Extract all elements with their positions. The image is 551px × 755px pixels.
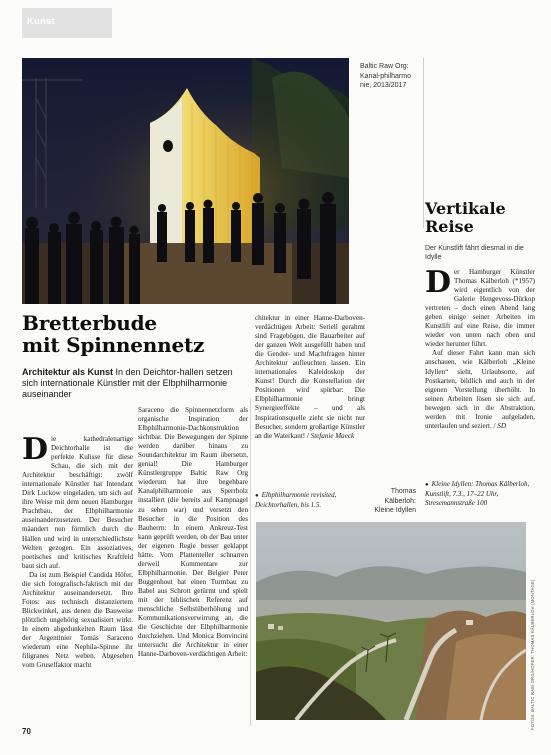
section-tab	[22, 8, 112, 38]
photo-credit: FOTOS: BALTIC RAW ORG/HOFER; THOMAS KÄLBERLOH (MONTAGE)	[530, 579, 535, 730]
right-article-subheading: Der Kunstlift fährt diesmal in die Idylle	[425, 245, 524, 261]
column-rule	[423, 58, 424, 228]
col2-text: Saraceno die Spinnennetzform als organische Inspiration der Elbphilharmonie-Dachkonstruktion sichtbar. Die Bewegungen der Spinne werden darüber hinaus zu Soundarchitektur im Raum übersetzt, genial! Die Hamburger Künstlergruppe Baltic Raw Org wiederum hat ihre begehbare Kanalphilharmonie aus Sperrholz installiert (die bereits auf Kampnagel zu sehen war) und versetzt den Besucher in die Position des Bauherrn: In einem Ankreuz-Test kann geprüft werden, ob der Bau unter der eigenen Regie besser geklappt hätte. Vom Plattenteller schnarren derweil Kommentare zur Elbphilharmonie. Der Belgier Peter Buggenhout hat einen Turmbau zu Babel aus Schrott getürmt und spielt mit der biblischen Referenz auf menschliche Selbstüberhöhung und Kommunikationsverwirrung an, die die Geschichte der Elbphilharmonie durchziehen. Und Monica Bonvincini untersucht die Architektur in einer Hanne-Darboven-verdächtigen Arbeit:	[138, 406, 248, 659]
page-number: 70	[22, 727, 31, 736]
right-heading-line2: Reise	[425, 217, 474, 236]
col3-text: chitektur in einer Hanne-Darboven-verdächtigen Arbeit: Seriell gerahmt sind Fragebögen, die Bauarbeiter auf der ganzen Welt ausgefüllt haben und die Gender- und Machtfragen hinter Architektur aufleuchten lassen. Ein internationales Kaleidoskop der Kunst! Durch die Konstellation der Positionen wird spürbar: Die Elbphilharmonie bringt Synergieeffekte – und als Inspirationsquelle zieht sie nicht nur Besucher, sondern großartige Künstler an die Waterkant! /	[255, 314, 365, 440]
main-article-col2	[138, 406, 248, 659]
main-photo	[22, 58, 349, 304]
right-article-body	[425, 265, 535, 431]
painting-image	[256, 522, 526, 720]
main-event-note	[255, 491, 365, 510]
dropcap: D	[22, 432, 49, 467]
bullet-icon: ●	[255, 493, 259, 499]
right-paragraph-2: Auf dieser Fahrt kann man sich anschauen, wie Kälberloh „Kleine Idyllen“ sieht, Urlaubsorte, auf Postkarten, bildlich und auch in der eigenen Vorstellung überhöht. In seinen Arbeiten lösen sie sich auf, bewegen sich in die Abstraktion, werden mit Ironie aufgeladen, unterlaufen und seziert. /	[425, 349, 535, 430]
section-label: Kunst	[27, 16, 55, 27]
dropcap: D	[425, 265, 452, 300]
main-author: Stefanie Maeck	[310, 431, 355, 440]
bullet-icon: ●	[425, 482, 429, 488]
column-rule	[250, 398, 251, 726]
main-lead	[22, 367, 246, 400]
right-note-text: Kleine Idyllen: Thomas Kälberloh, Kunstlift, 7.3., 17–22 Uhr, Stresemannstraße 100	[425, 480, 530, 507]
col1-paragraph-2: Da ist zum Beispiel Candida Höfer, die sich fotografisch-faktisch mit der Architektur auseinandersetzt. Ihre Fotos: aus technisch distanziertem Blickwinkel, aus denen die Bauweise plötzlich ungehörig sexualisiert wirkt. In einem abgedunkelten Raum lässt der Argentinier Tomás Saraceno wiederum eine Nephila-Spinne ihr filigranes Netz weben. Abgesehen vom Gruselfaktor macht	[22, 570, 133, 670]
right-article-heading	[425, 200, 537, 236]
col1-paragraph-1: ie kathedralenartige Deichtorhalle ist die perfekte Kulisse für diese Schau, die sich mit der Architektur beschäftigt: zwölf internationale Künstler hat Intendant Dirk Luckow eingeladen, um sich auf ihre Weise mit dem neuen Hamburger Prachtbau, der Elbphilharmonie auseinanderzusetzen. Der Besucher mäandert nun förmlich durch die Hallen und wird in unterschiedlichste Welten gezogen. Ein assoziatives, poetisches und kritisches Kraftfeld baut sich auf.	[22, 435, 133, 570]
headline-line2: mit Spinnennetz	[22, 333, 205, 357]
right-author: SD	[497, 421, 506, 430]
painting-caption: Thomas Kälberloh: Kleine Idyllen	[374, 488, 416, 514]
right-event-note	[425, 480, 537, 508]
main-article-col1	[22, 432, 133, 670]
main-note-text: Elbphilharmonie revisited, Deichtorhallen, bis 1.5.	[255, 491, 337, 509]
main-article-col3	[255, 314, 365, 441]
photo-caption-top: Baltic Raw Org: Kanal-philharmo nie, 2013/2017	[360, 63, 411, 89]
lead-text: In den Deichtor-hallen setzen sich internationale Künstler mit der Elbphilharmonie auseinander	[22, 367, 233, 399]
right-heading-line1: Vertikale	[425, 199, 506, 218]
headline-line1: Bretterbude	[22, 311, 157, 335]
lead-bold: Architektur als Kunst	[22, 367, 114, 377]
right-paragraph-1: er Hamburger Künstler Thomas Kälberloh (*1957) wird eigentlich von der Galerie Hengevoss-Dürkop vertreten – doch einen Abend lang geben einige seiner Arbeiten im Kunstlift auf eine Reise, die immer wieder von unten nach oben und wieder herunter führt.	[425, 268, 535, 349]
